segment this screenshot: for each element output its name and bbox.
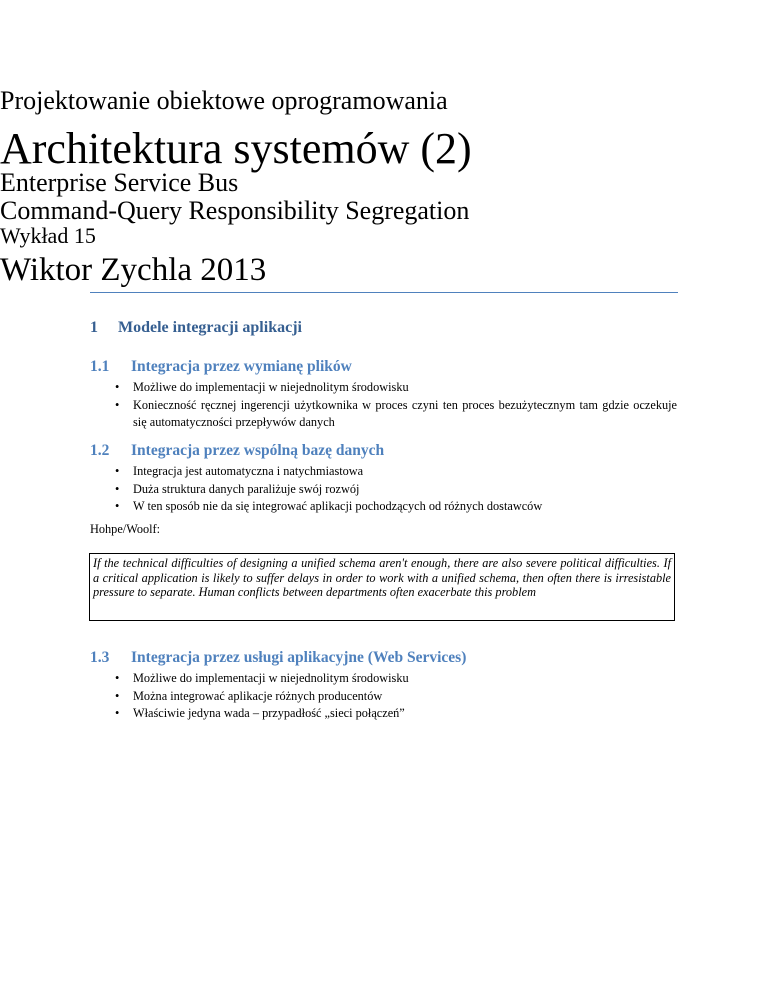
subsection-number: 1.1 <box>90 358 110 375</box>
subsection-title: Integracja przez wspólną bazę danych <box>131 442 385 459</box>
subsection-title: Integracja przez usługi aplikacyjne (Web Services) <box>131 649 467 666</box>
section-heading-1 <box>90 318 302 338</box>
subsection-title: Integracja przez wymianę plików <box>131 358 352 375</box>
subsection-number: 1.2 <box>90 442 110 459</box>
list-item: • Właściwie jedyna wada – przypadłość „sieci połączeń” <box>115 705 677 723</box>
section-number: 1 <box>90 319 98 336</box>
bullet-icon: • <box>115 688 120 703</box>
subsection-heading-1-2 <box>90 441 384 461</box>
quote-attribution: Hohpe/Woolf: <box>90 522 161 536</box>
bullet-list-1-2 <box>115 463 677 516</box>
subtitle-cqrs: Command-Query Responsibility Segregation <box>0 196 470 225</box>
bullet-icon: • <box>115 499 120 513</box>
bullet-icon: • <box>115 481 120 496</box>
bullet-icon: • <box>115 464 120 478</box>
bullet-list-1-3 <box>115 670 677 723</box>
subsection-number: 1.3 <box>90 649 110 666</box>
list-item: • Możliwe do implementacji w niejednolitym środowisku <box>115 670 677 688</box>
bullet-list-1-1 <box>115 379 677 432</box>
list-item: • Integracja jest automatyczna i natychmiastowa <box>115 463 677 481</box>
bullet-icon: • <box>115 397 120 412</box>
quote-text: If the technical difficulties of designing a unified schema aren't enough, there are also severe political difficulties. If a critical application is likely to suffer delays in order to work with a unified schema, then often there is irresistable pressure to separate. Human conflicts between departments often exacerbate this problem <box>93 556 671 600</box>
title-divider <box>90 292 678 293</box>
quote-box <box>89 553 675 621</box>
bullet-icon: • <box>115 671 120 685</box>
bullet-icon: • <box>115 706 120 720</box>
list-item: • Można integrować aplikacje różnych producentów <box>115 688 677 706</box>
section-title: Modele integracji aplikacji <box>118 319 302 336</box>
list-item: • W ten sposób nie da się integrować aplikacji pochodzących od różnych dostawców <box>115 498 677 516</box>
author-year: Wiktor Zychla 2013 <box>0 252 267 288</box>
lecture-number: Wykład 15 <box>0 223 96 248</box>
bullet-icon: • <box>115 380 120 394</box>
subtitle-esb: Enterprise Service Bus <box>0 168 239 197</box>
list-item: • Możliwe do implementacji w niejednolitym środowisku <box>115 379 677 397</box>
subsection-heading-1-3 <box>90 648 466 668</box>
subsection-heading-1-1 <box>90 357 352 377</box>
course-title: Projektowanie obiektowe oprogramowania <box>0 86 448 115</box>
document-title: Architektura systemów (2) <box>0 124 472 173</box>
list-item: • Duża struktura danych paraliżuje swój rozwój <box>115 481 677 499</box>
list-item: • Konieczność ręcznej ingerencji użytkownika w proces czyni ten proces bezużytecznym tam gdzie oczekuje się automatyczności przepływów danych <box>115 397 677 429</box>
